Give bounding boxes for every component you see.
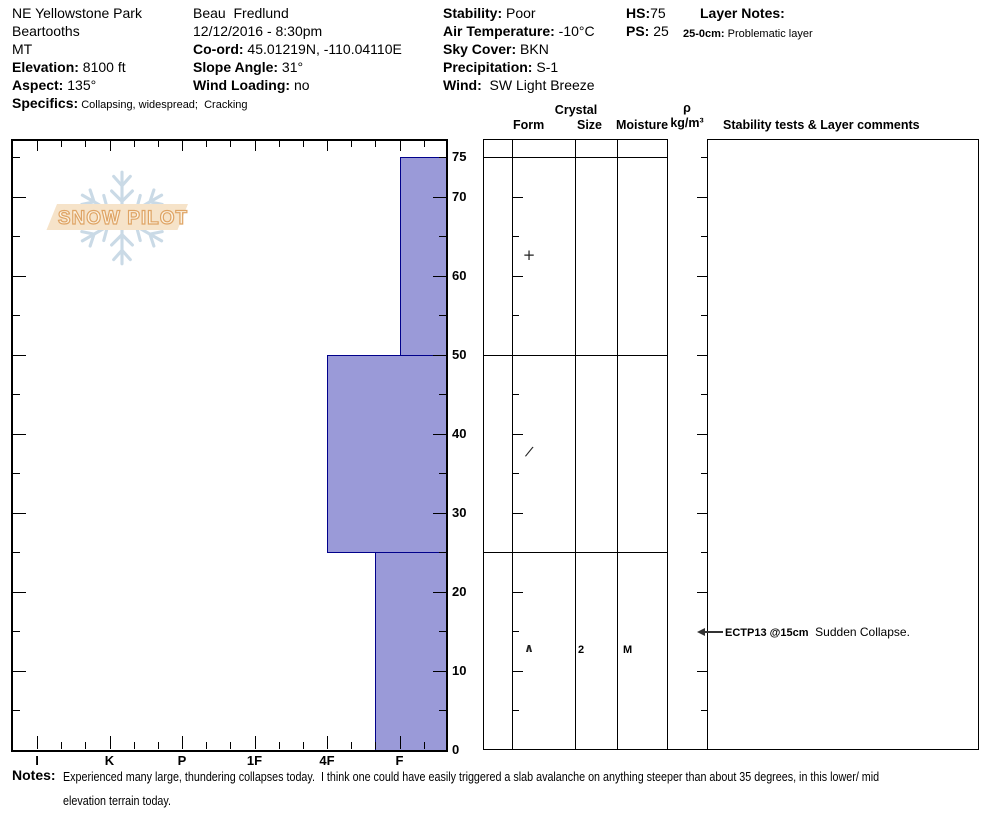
depth-label: 0 (452, 742, 460, 757)
wind-loading-label: Wind Loading: (193, 77, 291, 93)
axis-tick (158, 742, 159, 749)
axis-tick (513, 513, 523, 514)
axis-tick (85, 141, 86, 147)
stability-test-comment: Sudden Collapse. (808, 625, 910, 639)
grain-size-value: 2 (578, 644, 585, 657)
hardness-label: K (104, 753, 115, 768)
notes-text-1: Experienced many large, thundering collapses today. I think one could have easily triggered a slab avalanche on anything steeper than about 35 degrees, in this lower/ mid (63, 770, 880, 784)
elevation-value: 8100 ft (78, 59, 126, 75)
depth-label: 75 (452, 149, 467, 164)
layer-notes-title: Layer Notes: (700, 5, 785, 21)
axis-tick (439, 710, 446, 711)
axis-tick (13, 197, 26, 198)
layer-note-range: 25-0cm: (683, 28, 725, 40)
axis-tick (513, 394, 519, 395)
depth-label: 60 (452, 267, 467, 283)
chart-plot-frame (11, 139, 448, 752)
pit-location-name: NE Yellowstone Park (12, 5, 142, 21)
table-grid-line (575, 139, 576, 750)
stability-value: Poor (502, 5, 536, 21)
coordinates-value: 45.01219N, -110.04110E (243, 41, 402, 57)
axis-tick (85, 742, 86, 749)
axis-tick (255, 736, 256, 749)
axis-tick (375, 141, 376, 147)
axis-tick (701, 315, 707, 316)
axis-tick (433, 513, 446, 514)
depth-label: 20 (452, 583, 467, 599)
axis-tick (327, 736, 328, 749)
table-grid-line (483, 139, 668, 140)
axis-tick (697, 197, 707, 198)
depth-label: 40 (452, 425, 467, 441)
axis-tick (701, 552, 707, 553)
axis-tick (433, 434, 446, 435)
table-grid-line (512, 139, 513, 750)
density-symbol-header: ρ (683, 101, 691, 115)
axis-tick (513, 552, 519, 553)
axis-tick (433, 671, 446, 672)
snow-height-label: HS: (626, 5, 651, 21)
precipitation-label: Precipitation: (443, 59, 533, 75)
depth-label: 30 (452, 504, 467, 520)
pit-depth-value: 25 (649, 23, 669, 39)
hardness-label: 1F (246, 753, 263, 768)
observer-name: Beau Fredlund (193, 5, 289, 21)
axis-tick (439, 631, 446, 632)
table-grid-line (483, 552, 668, 553)
axis-tick (701, 157, 707, 158)
coordinates-label: Co-ord: (193, 41, 244, 57)
axis-tick (13, 315, 20, 316)
axis-tick (439, 236, 446, 237)
axis-tick (701, 394, 707, 395)
sky-cover-label: Sky Cover: (443, 41, 517, 57)
specifics-label: Specifics: (12, 95, 79, 111)
stability-arrow-line (704, 631, 723, 633)
axis-tick (327, 141, 328, 151)
stability-test-annotation (725, 623, 910, 641)
axis-tick (37, 141, 38, 151)
axis-tick (433, 276, 446, 277)
axis-tick (37, 736, 38, 749)
depth-label: 70 (452, 188, 467, 204)
axis-tick (13, 631, 20, 632)
table-grid-line (483, 355, 668, 356)
axis-tick (701, 236, 707, 237)
axis-tick (513, 710, 519, 711)
table-grid-line (617, 139, 618, 750)
axis-tick (110, 736, 111, 749)
pit-depth-label: PS: (626, 23, 650, 39)
axis-tick (433, 197, 446, 198)
axis-tick (400, 141, 401, 151)
axis-tick (279, 742, 280, 749)
wind-label: Wind: (443, 77, 482, 93)
air-temp-value: -10°C (554, 23, 595, 39)
axis-tick (351, 141, 352, 147)
layer-note-text: Problematic layer (724, 28, 813, 40)
axis-tick (351, 742, 352, 749)
axis-tick (182, 141, 183, 151)
axis-tick (303, 742, 304, 749)
slope-angle-value: 31° (278, 59, 304, 75)
stability-test-result: ECTP13 @15cm (725, 627, 809, 639)
table-grid-line (978, 139, 979, 750)
observation-datetime: 12/12/2016 - 8:30pm (193, 23, 323, 39)
axis-tick (61, 141, 62, 147)
axis-tick (13, 276, 26, 277)
form-column-header: Form (513, 118, 545, 132)
axis-tick (303, 141, 304, 147)
axis-tick (439, 157, 446, 158)
notes-text-2: elevation terrain today. (63, 794, 171, 808)
axis-tick (230, 742, 231, 749)
axis-tick (110, 141, 111, 151)
pit-range-name: Beartooths (12, 23, 80, 39)
axis-tick (400, 736, 401, 749)
axis-tick (206, 742, 207, 749)
axis-tick (13, 157, 20, 158)
table-grid-line (483, 157, 668, 158)
hardness-label: I (35, 753, 39, 768)
wind-loading-value: no (290, 77, 310, 93)
logo-text: SNOW PILOT (57, 208, 189, 229)
axis-tick (697, 276, 707, 277)
table-grid-line (483, 139, 484, 750)
moisture-column-header: Moisture (616, 118, 669, 132)
axis-tick (230, 141, 231, 147)
aspect-label: Aspect: (12, 77, 64, 93)
axis-tick (439, 315, 446, 316)
crystal-form-symbol: + (522, 245, 536, 264)
size-column-header: Size (577, 118, 603, 132)
notes-line-1 (63, 768, 994, 786)
axis-tick (513, 671, 523, 672)
elevation-label: Elevation: (12, 59, 79, 75)
comments-column-header: Stability tests & Layer comments (723, 118, 920, 132)
depth-label: 50 (452, 346, 467, 362)
air-temp-label: Air Temperature: (443, 23, 555, 39)
snow-height-value: 75 (650, 5, 666, 21)
hardness-label: P (177, 753, 187, 768)
table-grid-line (483, 749, 979, 750)
axis-tick (697, 592, 707, 593)
axis-tick (13, 552, 20, 553)
hardness-label: F (395, 753, 404, 768)
axis-tick (13, 394, 20, 395)
axis-tick (513, 157, 519, 158)
axis-tick (13, 434, 26, 435)
axis-tick (697, 671, 707, 672)
aspect-value: 135° (63, 77, 97, 93)
axis-tick (13, 513, 26, 514)
axis-tick (433, 592, 446, 593)
axis-tick (13, 710, 20, 711)
wind-value: SW Light Breeze (481, 77, 595, 93)
precipitation-value: S-1 (532, 59, 559, 75)
axis-tick (439, 552, 446, 553)
crystal-header: Crystal (554, 103, 598, 117)
axis-tick (697, 513, 707, 514)
axis-tick (513, 276, 523, 277)
specifics-value: Collapsing, widespread; Cracking (78, 99, 248, 111)
axis-tick (13, 355, 26, 356)
axis-tick (279, 141, 280, 147)
axis-tick (701, 710, 707, 711)
moisture-value: M (623, 644, 633, 657)
axis-tick (513, 434, 523, 435)
axis-tick (513, 592, 523, 593)
axis-tick (513, 236, 519, 237)
axis-tick (13, 592, 26, 593)
sky-cover-value: BKN (516, 41, 549, 57)
axis-tick (439, 394, 446, 395)
slope-angle-label: Slope Angle: (193, 59, 279, 75)
axis-tick (61, 742, 62, 749)
axis-tick (697, 355, 707, 356)
axis-tick (182, 736, 183, 749)
axis-tick (206, 141, 207, 147)
table-grid-line (707, 139, 979, 140)
hardness-label: 4F (319, 753, 335, 768)
axis-tick (439, 473, 446, 474)
crystal-form-symbol: ∧ (524, 641, 534, 656)
axis-tick (697, 434, 707, 435)
stability-arrow-icon (697, 628, 705, 636)
axis-tick (513, 355, 523, 356)
table-grid-line (667, 139, 668, 750)
axis-tick (424, 742, 425, 749)
axis-tick (513, 315, 519, 316)
axis-tick (158, 141, 159, 147)
crystal-form-symbol: / (523, 443, 535, 460)
table-grid-line (707, 139, 708, 750)
axis-tick (13, 473, 20, 474)
axis-tick (13, 236, 20, 237)
axis-tick (375, 742, 376, 749)
axis-tick (513, 197, 523, 198)
axis-tick (255, 141, 256, 151)
axis-tick (513, 631, 519, 632)
axis-tick (134, 141, 135, 147)
notes-label: Notes: (12, 767, 56, 783)
density-units-header: kg/m³ (670, 116, 704, 130)
axis-tick (13, 671, 26, 672)
axis-tick (424, 141, 425, 147)
notes-line-2 (63, 792, 189, 810)
depth-label: 10 (452, 662, 467, 678)
axis-tick (513, 473, 519, 474)
axis-tick (433, 355, 446, 356)
pit-state: MT (12, 41, 33, 57)
stability-label: Stability: (443, 5, 503, 21)
axis-tick (134, 742, 135, 749)
axis-tick (701, 473, 707, 474)
